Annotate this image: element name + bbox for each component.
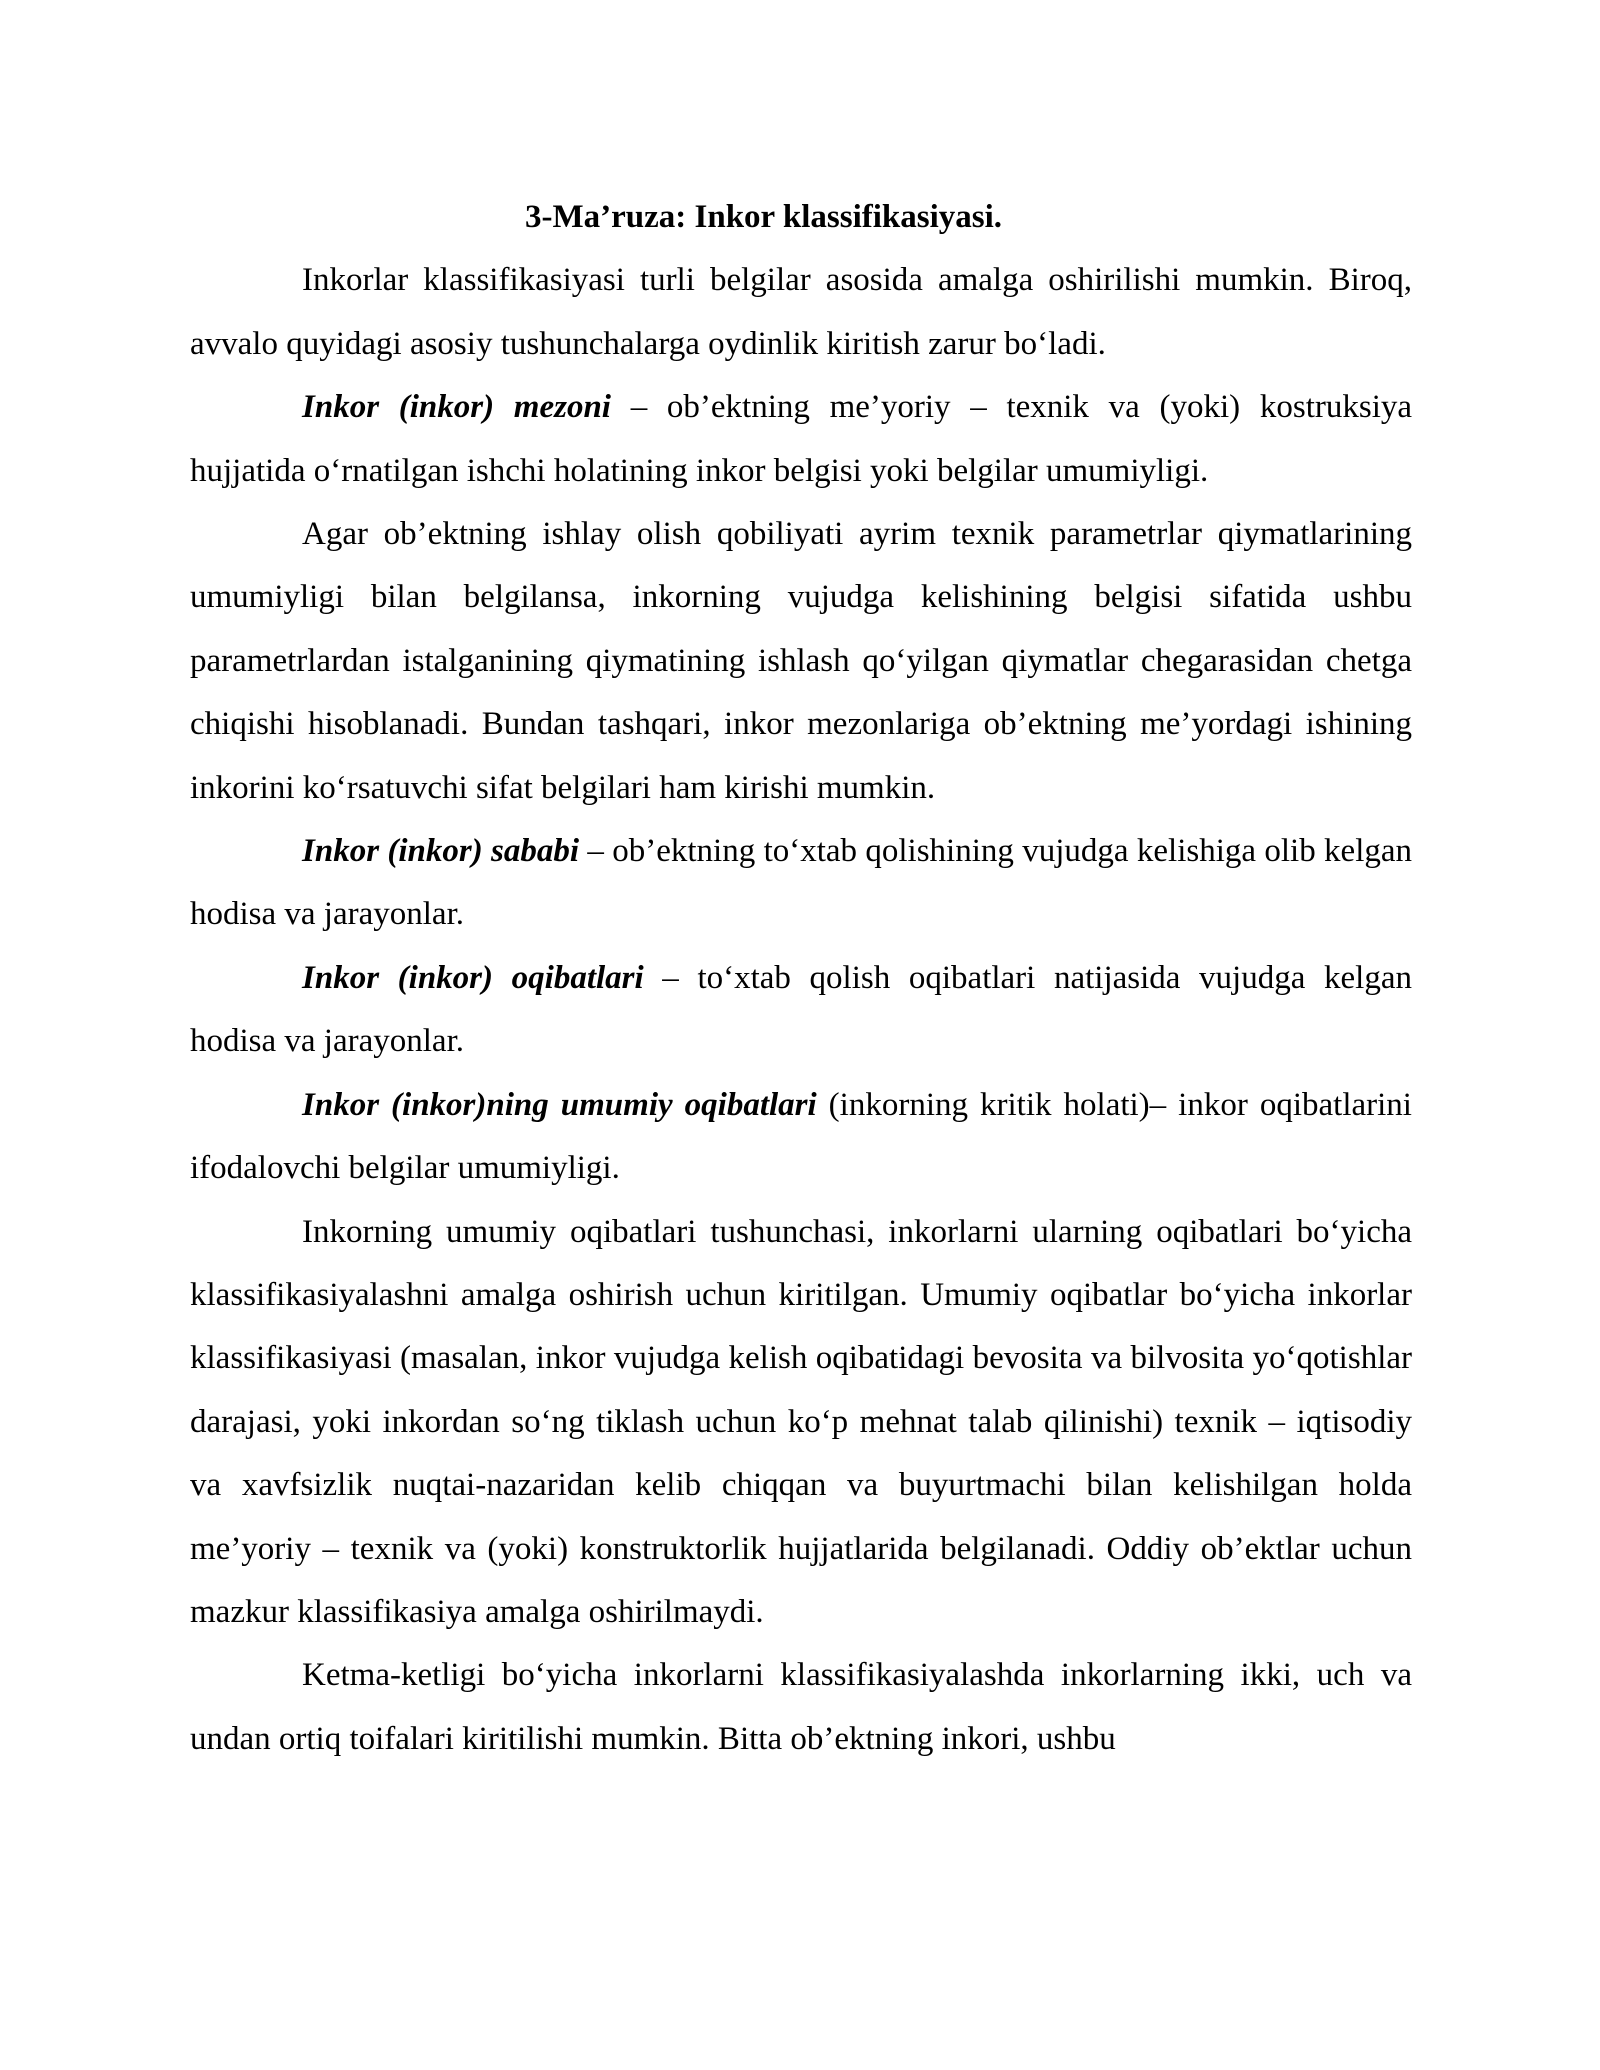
document-body xyxy=(190,186,1412,1771)
paragraph-classification xyxy=(190,1201,1412,1645)
paragraph-text: Inkorning umumiy oqibatlari tushunchasi, inkorlarni ularning oqibatlari bo‘yicha klassifikasiyalashni amalga oshirish uchun kiritilgan. Umumiy oqibatlar bo‘yicha inkorlar klassifikasiyasi (masalan, inkor vujudga kelish oqibatidagi bevosita va bilvosita yo‘qotishlar darajasi, yoki inkordan so‘ng tiklash uchun ko‘p mehnat talab qilinishi) texnik – iqtisodiy va xavfsizlik nuqtai-nazaridan kelib chiqqan va buyurtmachi bilan kelishilgan holda me’yoriy – texnik va (yoki) konstruktorlik hujjatlarida belgilanadi. Oddiy ob’ektlar uchun mazkur klassifikasiya amalga oshirilmaydi. xyxy=(190,1213,1412,1630)
paragraph-text: Ketma-ketligi bo‘yicha inkorlarni klassifikasiyalashda inkorlarning ikki, uch va undan ortiq toifalari kiritilishi mumkin. Bitta ob’ektning inkori, ushbu xyxy=(190,1657,1412,1757)
paragraph-text: – ob’ektning me’yoriy – texnik va (yoki) kostruksiya hujjatida o‘rnatilgan ishchi holatining inkor belgisi yoki belgilar umumiyligi. xyxy=(190,389,1413,489)
paragraph-intro xyxy=(190,249,1412,376)
paragraph-text: Inkorlar klassifikasiyasi turli belgilar asosida amalga oshirilishi mumkin. Biroq, avvalo quyidagi asosiy tushunchalarga oydinlik kiritish zarur bo‘ladi. xyxy=(190,262,1412,362)
paragraph-sequence xyxy=(190,1644,1412,1771)
paragraph-definition-cause xyxy=(190,820,1412,947)
term-label: Inkor (inkor) mezoni xyxy=(302,389,611,426)
paragraph-text: Agar ob’ektning ishlay olish qobiliyati ayrim texnik parametrlar qiymatlarining umumiyligi bilan belgilansa, inkorning vujudga kelishining belgisi sifatida ushbu parametrlardan istalganining qiymatining ishlash qo‘yilgan qiymatlar chegarasidan chetga chiqishi hisoblanadi. Bundan tashqari, inkor mezonlariga ob’ektning me’yordagi ishining inkorini ko‘rsatuvchi sifat belgilari ham kirishi mumkin. xyxy=(190,516,1412,806)
paragraph-definition-consequences xyxy=(190,947,1412,1074)
paragraph-definition-general-consequences xyxy=(190,1074,1412,1201)
term-label: Inkor (inkor) oqibatlari xyxy=(302,959,644,996)
term-label: Inkor (inkor) sababi xyxy=(302,833,580,870)
paragraph-parameters xyxy=(190,503,1412,820)
lecture-title: 3-Ma’ruza: Inkor klassifikasiyasi. xyxy=(525,199,1003,235)
term-label: Inkor (inkor)ning umumiy oqibatlari xyxy=(302,1086,817,1123)
paragraph-text: (inkorning kritik holati)– inkor oqibatlarini ifodalovchi belgilar umumiyligi. xyxy=(190,1086,1412,1187)
paragraph-text: – ob’ektning to‘xtab qolishining vujudga kelishiga olib kelgan hodisa va jarayonlar. xyxy=(190,833,1413,933)
paragraph-definition-criterion xyxy=(190,376,1412,503)
paragraph-text: – to‘xtab qolish oqibatlari natijasida vujudga kelgan hodisa va jarayonlar. xyxy=(190,959,1412,1060)
